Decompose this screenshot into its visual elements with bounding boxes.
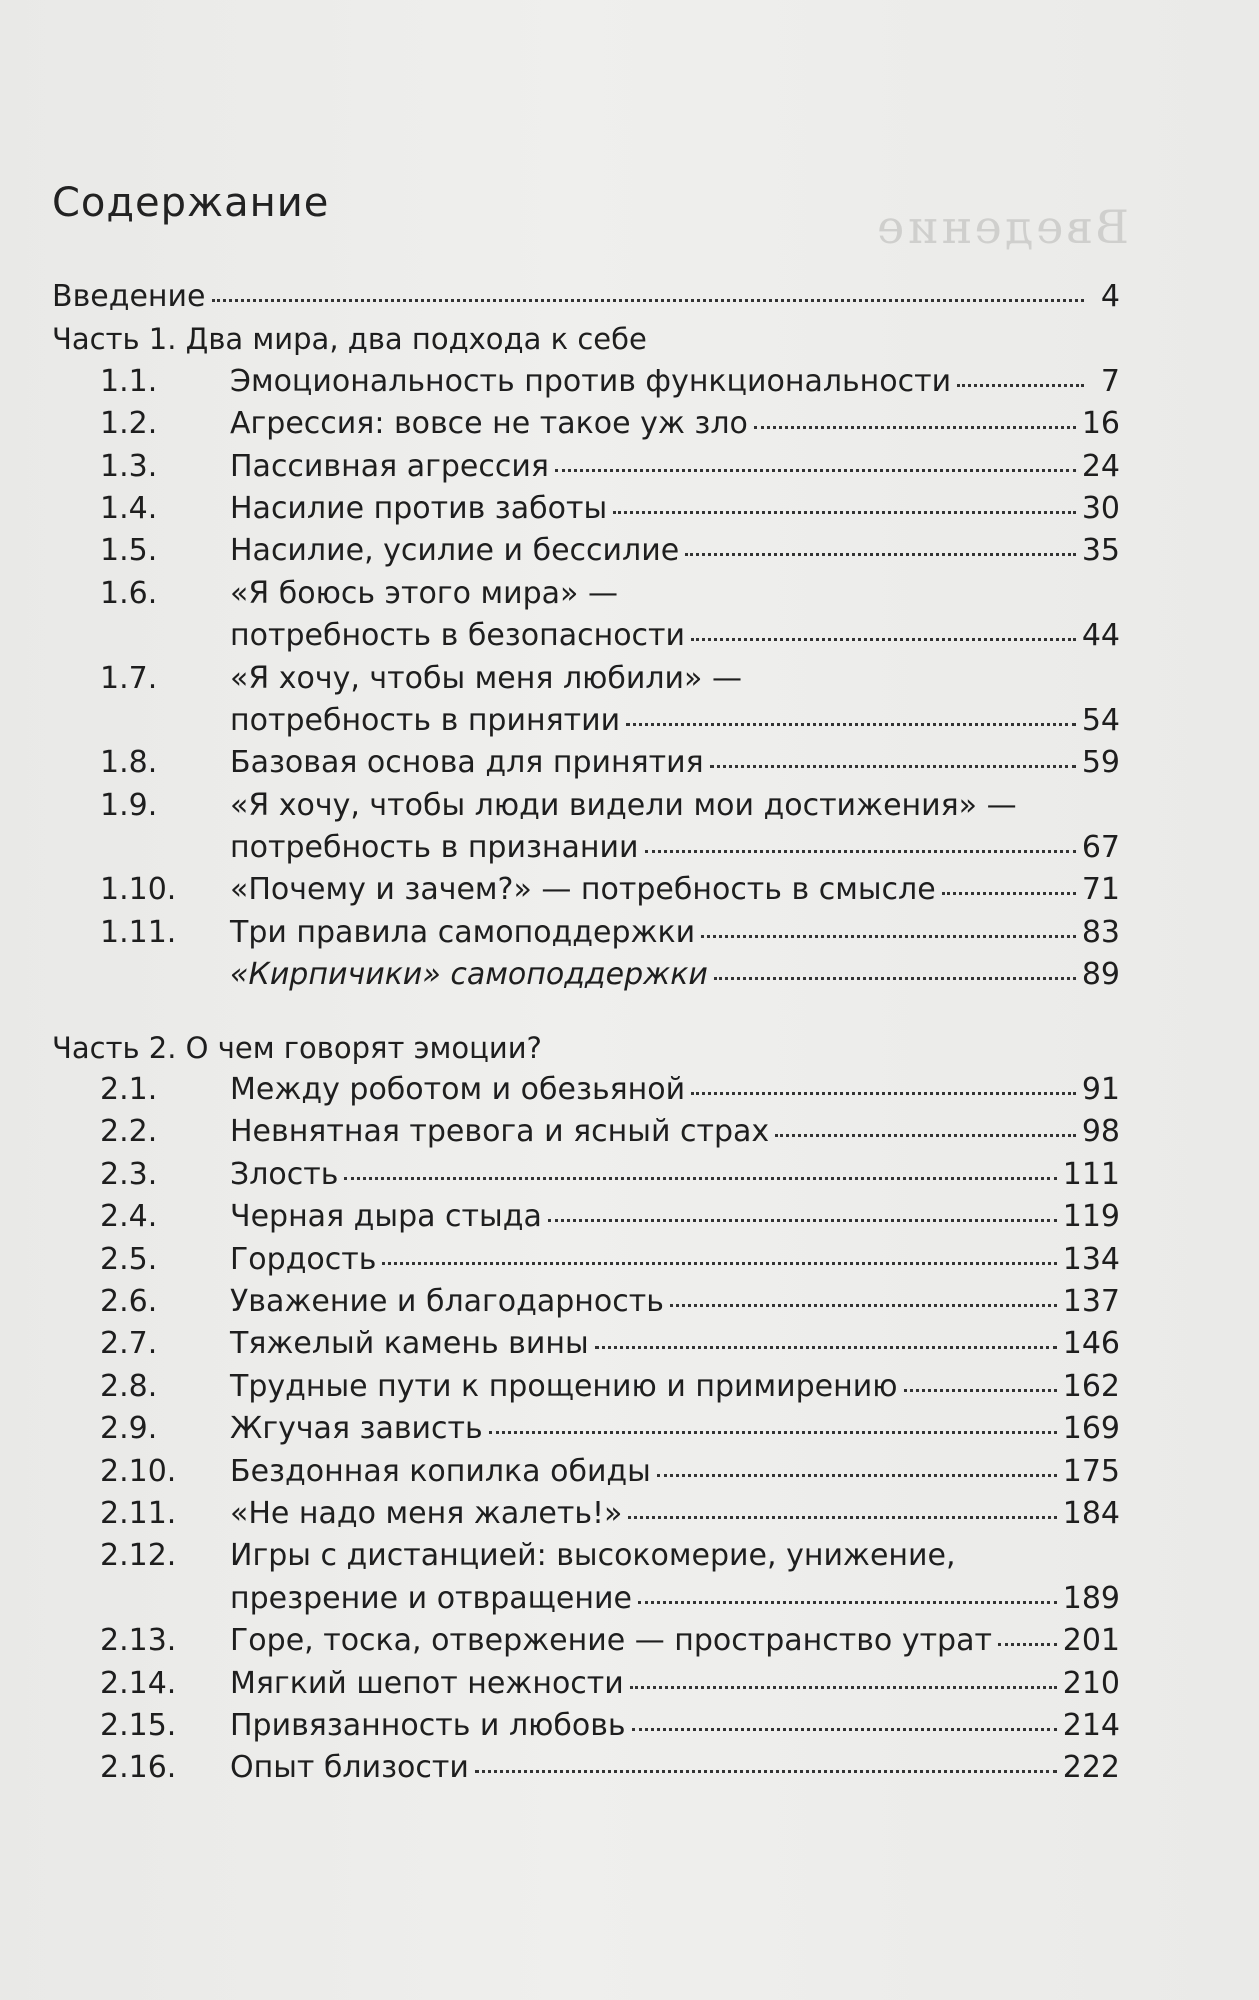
toc-entry-title: Горе, тоска, отвержение — пространство утрат	[230, 1623, 992, 1659]
toc-entry-title: Игры с дистанцией: высокомерие, унижение,	[230, 1538, 956, 1574]
dot-leader	[691, 1091, 1076, 1095]
toc-entry-page: 184	[1062, 1495, 1120, 1531]
toc-entry-number: 1.4.	[100, 490, 158, 526]
toc-entry	[52, 1323, 1120, 1365]
bleed-through-heading: Введение	[873, 200, 1129, 254]
toc-entry-title: Жгучая зависть	[230, 1411, 483, 1447]
toc-entry-title: Введение	[52, 279, 206, 314]
toc-entry-title: Между роботом и обезьяной	[230, 1072, 686, 1108]
dot-leader	[714, 976, 1076, 980]
dot-leader	[685, 552, 1076, 556]
toc-entry-page: 210	[1062, 1665, 1120, 1701]
toc-entry-title: Трудные пути к прощению и примирению	[230, 1368, 898, 1404]
toc-entry	[52, 530, 1120, 572]
dot-leader	[632, 1727, 1057, 1731]
toc-entry-title: «Не надо меня жалеть!»	[230, 1495, 623, 1531]
dot-leader	[904, 1388, 1057, 1392]
toc-entry	[52, 1451, 1120, 1493]
toc-entry-title: «Кирпичики» самоподдержки	[230, 957, 708, 993]
toc-entry-page: 134	[1062, 1241, 1120, 1277]
toc-entry-page: 91	[1081, 1072, 1120, 1108]
toc-entry-title: Бездонная копилка обиды	[230, 1453, 651, 1489]
toc-entry-number: 1.5.	[100, 533, 158, 569]
toc-entry-number: 2.16.	[100, 1750, 177, 1786]
toc-entry-number: 2.3.	[100, 1156, 158, 1192]
toc-entry-page: 35	[1081, 533, 1120, 569]
toc-entry-page: 54	[1081, 702, 1120, 738]
toc-entry-number: 2.11.	[100, 1495, 177, 1531]
toc-entry-number: 2.1.	[100, 1072, 158, 1108]
toc-entry-title: «Я боюсь этого мира» —	[230, 575, 618, 611]
toc-entry	[52, 1239, 1120, 1281]
dot-leader	[595, 1345, 1057, 1349]
toc-entry-title: Насилие против заботы	[230, 490, 608, 526]
toc-entry-title: Эмоциональность против функциональности	[230, 363, 952, 399]
toc-entry	[52, 573, 1120, 615]
toc-entry	[52, 1578, 1120, 1620]
toc-entry-title: Черная дыра стыда	[230, 1199, 542, 1235]
toc-entry-page: 214	[1062, 1707, 1120, 1743]
toc-entry-number: 2.14.	[100, 1665, 177, 1701]
dot-leader	[942, 891, 1076, 895]
toc-entry-number: 2.2.	[100, 1114, 158, 1150]
toc-entry-page: 83	[1081, 914, 1120, 950]
dot-leader	[957, 383, 1084, 387]
toc-entry-number: 1.3.	[100, 448, 158, 484]
toc-entry	[52, 615, 1120, 657]
toc-entry	[52, 1747, 1120, 1789]
toc-entry-number: 2.10.	[100, 1453, 177, 1489]
dot-leader	[212, 298, 1085, 302]
toc-entry-number: 1.11.	[100, 914, 177, 950]
dot-leader	[754, 425, 1076, 429]
toc-entry	[52, 318, 1120, 360]
toc-entry-page: 16	[1081, 406, 1120, 442]
toc-entry	[52, 912, 1120, 954]
toc-entry-number: 1.10.	[100, 872, 177, 908]
toc-entry	[52, 1281, 1120, 1323]
dot-leader	[626, 722, 1076, 726]
toc-entry-page: 169	[1062, 1411, 1120, 1447]
toc-entry-title: Опыт близости	[230, 1750, 469, 1786]
dot-leader	[382, 1261, 1056, 1265]
toc-entry-page: 4	[1100, 279, 1120, 314]
toc-entry	[52, 1069, 1120, 1111]
toc-entry-title: Гордость	[230, 1241, 377, 1277]
toc-entry-title: «Почему и зачем?» — потребность в смысле	[230, 872, 936, 908]
toc-entry	[52, 1663, 1120, 1705]
toc-title: Содержание	[52, 180, 330, 226]
toc-entry-title: Базовая основа для принятия	[230, 745, 704, 781]
dot-leader	[613, 510, 1076, 514]
dot-leader	[628, 1515, 1056, 1519]
toc-entry-page: 98	[1081, 1114, 1120, 1150]
toc-entry-page: 7	[1100, 363, 1120, 399]
toc-entry-page: 89	[1081, 957, 1120, 993]
toc-entry-title: Привязанность и любовь	[230, 1707, 626, 1743]
dot-leader	[998, 1642, 1057, 1646]
toc-entry	[52, 742, 1120, 784]
dot-leader	[710, 764, 1076, 768]
toc-entry-title: потребность в безопасности	[230, 618, 686, 654]
toc-entry-number: 2.12.	[100, 1538, 177, 1574]
toc-entry-page: 222	[1062, 1750, 1120, 1786]
toc-entry	[52, 1366, 1120, 1408]
toc-entry	[52, 403, 1120, 445]
toc-entry	[52, 488, 1120, 530]
toc-entry	[52, 1620, 1120, 1662]
toc-entry-number: 2.6.	[100, 1283, 158, 1319]
toc-entry-number: 2.13.	[100, 1623, 177, 1659]
toc-entry-number: 1.6.	[100, 575, 158, 611]
toc-entry	[52, 446, 1120, 488]
toc-entry	[52, 1196, 1120, 1238]
toc-entry-page: 201	[1062, 1623, 1120, 1659]
dot-leader	[555, 468, 1076, 472]
toc-entry	[52, 1535, 1120, 1577]
toc-entry-title: Пассивная агрессия	[230, 448, 549, 484]
dot-leader	[670, 1303, 1057, 1307]
toc-entry-title: Злость	[230, 1156, 339, 1192]
toc-entry	[52, 1027, 1120, 1069]
toc-entry	[52, 1493, 1120, 1535]
toc-entry	[52, 276, 1120, 318]
toc-entry-title: Агрессия: вовсе не такое уж зло	[230, 406, 748, 442]
toc-entry-page: 111	[1062, 1156, 1120, 1192]
toc-entry-title: Мягкий шепот нежности	[230, 1665, 624, 1701]
toc-entry-page: 189	[1062, 1580, 1120, 1616]
toc-entry-title: Три правила самоподдержки	[230, 914, 696, 950]
table-of-contents	[52, 276, 1120, 1790]
toc-entry-page: 24	[1081, 448, 1120, 484]
toc-entry-page: 137	[1062, 1283, 1120, 1319]
toc-entry-number: 1.1.	[100, 363, 158, 399]
toc-entry-title: Невнятная тревога и ясный страх	[230, 1114, 770, 1150]
toc-entry	[52, 785, 1120, 827]
toc-entry	[52, 361, 1120, 403]
toc-entry-title: Насилие, усилие и бессилие	[230, 533, 680, 569]
toc-entry-number: 1.2.	[100, 406, 158, 442]
dot-leader	[344, 1176, 1056, 1180]
toc-entry-number: 1.8.	[100, 745, 158, 781]
toc-entry-title: презрение и отвращение	[230, 1580, 632, 1616]
toc-entry-page: 119	[1062, 1199, 1120, 1235]
toc-entry-title: «Я хочу, чтобы люди видели мои достижения» —	[230, 787, 1017, 823]
toc-entry	[52, 1154, 1120, 1196]
toc-entry	[52, 1705, 1120, 1747]
dot-leader	[489, 1430, 1057, 1434]
dot-leader	[657, 1473, 1057, 1477]
toc-entry-title: Часть 2. О чем говорят эмоции?	[52, 1030, 542, 1065]
toc-entry-title: «Я хочу, чтобы меня любили» —	[230, 660, 742, 696]
toc-entry-number: 2.5.	[100, 1241, 158, 1277]
toc-entry-title: потребность в принятии	[230, 702, 621, 738]
toc-entry-page: 30	[1081, 490, 1120, 526]
toc-entry-page: 146	[1062, 1326, 1120, 1362]
dot-leader	[701, 934, 1076, 938]
toc-entry-title: потребность в признании	[230, 830, 639, 866]
dot-leader	[645, 849, 1076, 853]
toc-entry-number: 2.7.	[100, 1326, 158, 1362]
toc-entry-title: Уважение и благодарность	[230, 1283, 664, 1319]
dot-leader	[775, 1133, 1076, 1137]
toc-entry-page: 71	[1081, 872, 1120, 908]
toc-entry-number: 2.4.	[100, 1199, 158, 1235]
dot-leader	[630, 1685, 1057, 1689]
toc-entry-title: Тяжелый камень вины	[230, 1326, 589, 1362]
toc-entry	[52, 954, 1120, 996]
dot-leader	[548, 1218, 1057, 1222]
toc-entry-page: 162	[1062, 1368, 1120, 1404]
toc-entry	[52, 827, 1120, 869]
toc-entry-title: Часть 1. Два мира, два подхода к себе	[52, 322, 647, 357]
toc-entry	[52, 700, 1120, 742]
toc-entry-page: 175	[1062, 1453, 1120, 1489]
toc-entry	[52, 658, 1120, 700]
toc-entry-number: 1.7.	[100, 660, 158, 696]
dot-leader	[638, 1600, 1057, 1604]
dot-leader	[691, 637, 1076, 641]
toc-entry-page: 44	[1081, 618, 1120, 654]
toc-entry-number: 2.9.	[100, 1411, 158, 1447]
toc-entry-number: 2.8.	[100, 1368, 158, 1404]
toc-entry	[52, 869, 1120, 911]
toc-entry-number: 1.9.	[100, 787, 158, 823]
toc-entry-page: 59	[1081, 745, 1120, 781]
dot-leader	[475, 1769, 1057, 1773]
toc-entry	[52, 1111, 1120, 1153]
toc-entry	[52, 1408, 1120, 1450]
toc-entry-number: 2.15.	[100, 1707, 177, 1743]
toc-entry-page: 67	[1081, 830, 1120, 866]
